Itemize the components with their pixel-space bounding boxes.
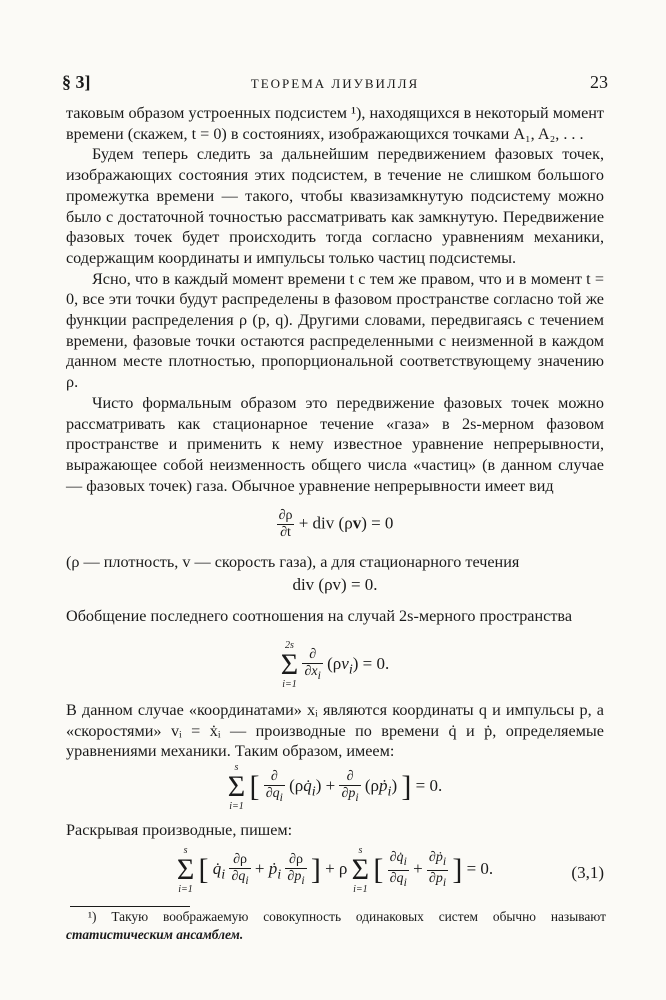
text-block-5 xyxy=(66,820,604,841)
footnote-divider xyxy=(70,906,190,907)
paragraph-8: Раскрывая производные, пишем: xyxy=(66,821,293,839)
equation-phase-continuity: s Σ i=1 [ $\frac{\partial}{\partial q_i}$ $(\rho q̇_i)$ + $\frac{\partial}{\partial p_i}$ (ρṗ$_i$) ] = 0. xyxy=(227,762,443,812)
paragraph-7: В данном случае «координатами» xᵢ являются координаты q и импульсы p, а «скоростями» vᵢ = ẋᵢ — производные по времени q̇ и ṗ, определяемые уравнениями механики. Таким образом, имеем: xyxy=(66,701,604,761)
text-block-1 xyxy=(66,103,604,496)
equation-continuity: $\frac{\partial\rho}{\partial t}$ + div (ρv) = 0 xyxy=(278,508,394,540)
text-block-3 xyxy=(66,606,604,627)
paragraph-6: Обобщение последнего соотношения на случай 2s-мерного пространства xyxy=(66,607,573,625)
page-number: 23 xyxy=(590,72,608,92)
equation-number: (3,1) xyxy=(571,863,604,882)
footnote xyxy=(66,908,606,944)
section-marker: § 3] xyxy=(62,72,91,92)
paragraph-4: Чисто формальным образом это передвижение фазовых точек можно рассматривать как стационарное течение «газа» в 2s-мерном фазовом пространстве и применить к нему известное уравнение непрерывности, выражающее собой неизменность общего числа «частиц» (в данном случае — фазовых точек) газа. Обычное уравнение непрерывности имеет вид xyxy=(66,393,604,495)
footnote-text: ¹) Такую воображаемую совокупность одинаковых систем обычно называют xyxy=(88,909,606,924)
paragraph-3: Ясно, что в каждый момент времени t с тем же правом, что и в момент t = 0, все эти точки будут распределены в фазовом пространстве согласно той же функции распределения ρ (p, q). Другими словами, передвигаясь с течением времени, фазовые точки остаются распределенными с неизменной в каждом данном месте плотностью, пропорциональной соответствующему значению ρ. xyxy=(66,269,604,392)
text-block-2 xyxy=(66,552,604,573)
paragraph-2: Будем теперь следить за дальнейшим передвижением фазовых точек, изображающих состояния этих подсистем, в течение не слишком большого промежутка времени — такого, чтобы квазизамкнутую подсистему можно было с достаточной точностью рассматривать как замкнутую. Передвижение фазовых точек будет происходить тогда согласно уравнениям механики, содержащим координаты и импульсы только частиц подсистемы. xyxy=(66,145,604,267)
running-header xyxy=(62,72,608,96)
text-block-4 xyxy=(66,700,604,762)
equation-2s-dimensional: 2s Σ i=1 $\frac{\partial}{\partial x_i}$ $(\rho v_i) = 0$. xyxy=(280,640,390,690)
paragraph-1: таковым образом устроенных подсистем ¹), находящихся в некоторый момент времени (скажем, t = 0) в состояниях, изображающихся точками A₁, A₂, . . . xyxy=(66,104,604,143)
running-title: ТЕОРЕМА ЛИУВИЛЛЯ xyxy=(250,76,420,91)
equation-stationary xyxy=(66,575,604,595)
footnote-emphasis: статистическим ансамблем. xyxy=(66,927,244,942)
paragraph-5: (ρ — плотность, v — скорость газа), а для стационарного течения xyxy=(66,553,520,571)
equation-2: div (ρv) = 0. xyxy=(292,575,378,594)
equation-3-1: s Σ i=1 [ $q̇_i$ $\frac{\partial\rho}{\partial q_i}$ + ṗ$_i$ $\frac{\partial\rho}{\partial p_i}$ ] + ρ s Σ i=1 [ $\frac{\partial q̇_i}{\partial q_i}$ + $\frac{\partial ṗ_i}{\partial p_i}$ ] = 0. (3,1) xyxy=(176,845,604,895)
